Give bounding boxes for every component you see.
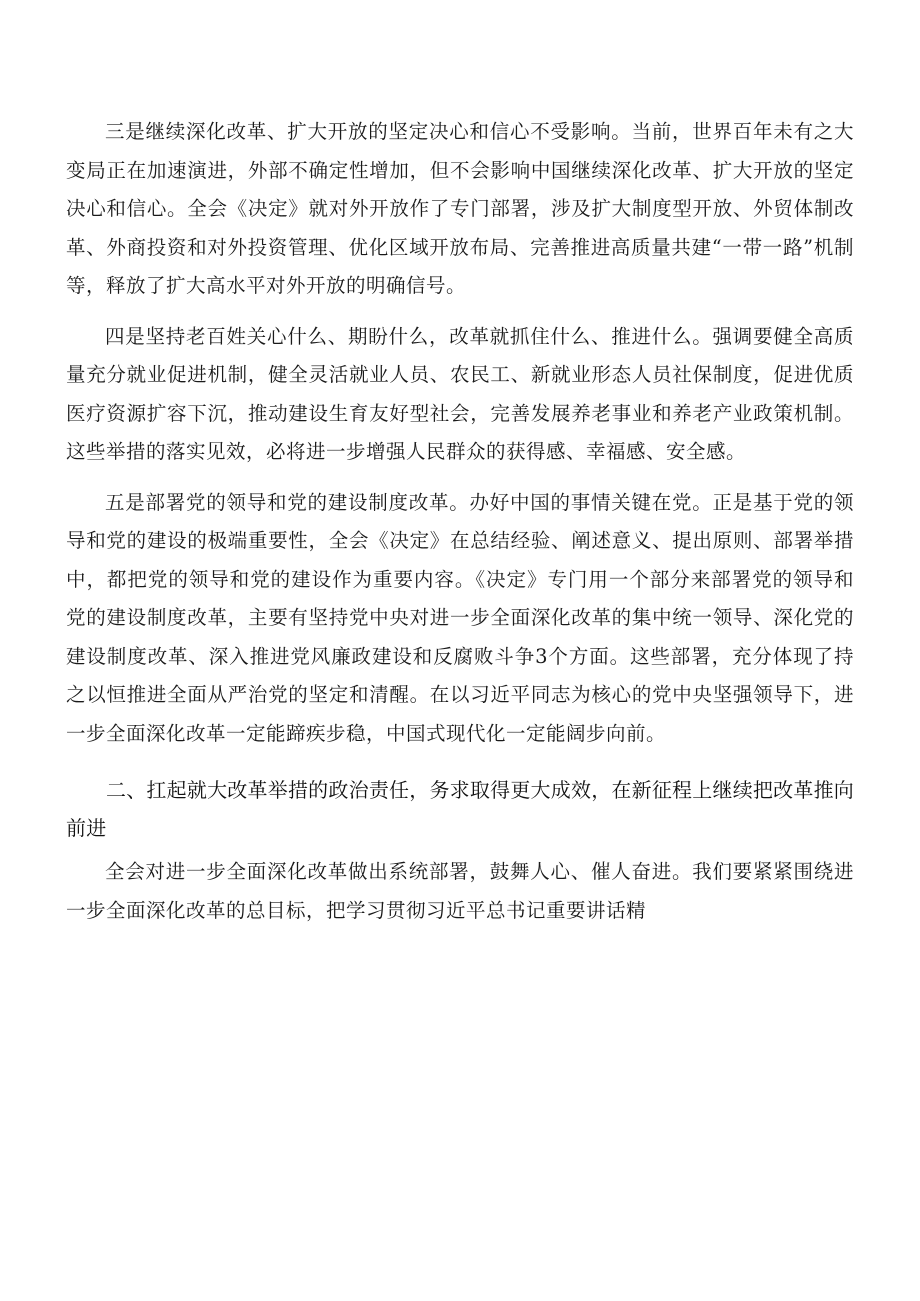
paragraph-final: 全会对进一步全面深化改革做出系统部署，鼓舞人心、催人奋进。我们要紧紧围绕进一步全面深化改革的总目标，把学习贯彻习近平总书记重要讲话精 — [66, 860, 854, 922]
paragraph-party-leadership: 五是部署党的领导和党的建设制度改革。办好中国的事情关键在党。正是基于党的领导和党的建设的极端重要性，全会《决定》在总结经验、阐述意义、提出原则、部署举措中，都把党的领导和党的建设作为重要内容。《决定》专门用一个部分来部署党的领导和党的建设制度改革，主要有坚持党中央对进一步全面深化改革的集中统一领导、深化党的建设制度改革、深入推进党风廉政建设和反腐败斗争3个方面。这些部署，充分体现了持之以恒推进全面从严治党的坚定和清醒。在以习近平同志为核心的党中央坚强领导下，进一步全面深化改革一定能蹄疾步稳，中国式现代化一定能阔步向前。 — [66, 490, 854, 745]
paragraph-opening-up: 三是继续深化改革、扩大开放的坚定决心和信心不受影响。当前，世界百年未有之大变局正在加速演进，外部不确定性增加，但不会影响中国继续深化改革、扩大开放的坚定决心和信心。全会《决定》就对外开放作了专门部署，涉及扩大制度型开放、外贸体制改革、外商投资和对外投资管理、优化区域开放布局、完善推进高质量共建“一带一路”机制等，释放了扩大高水平对外开放的明确信号。 — [66, 120, 854, 297]
paragraph-people-livelihood: 四是坚持老百姓关心什么、期盼什么，改革就抓住什么、推进什么。强调要健全高质量充分就业促进机制，健全灵活就业人员、农民工、新就业形态人员社保制度，促进优质医疗资源扩容下沉，推动建设生育友好型社会，完善发展养老事业和养老产业政策机制。这些举措的落实见效，必将进一步增强人民群众的获得感、幸福感、安全感。 — [66, 324, 854, 463]
section-heading: 二、扛起就大改革举措的政治责任，务求取得更大成效，在新征程上继续把改革推向前进 — [66, 778, 854, 840]
